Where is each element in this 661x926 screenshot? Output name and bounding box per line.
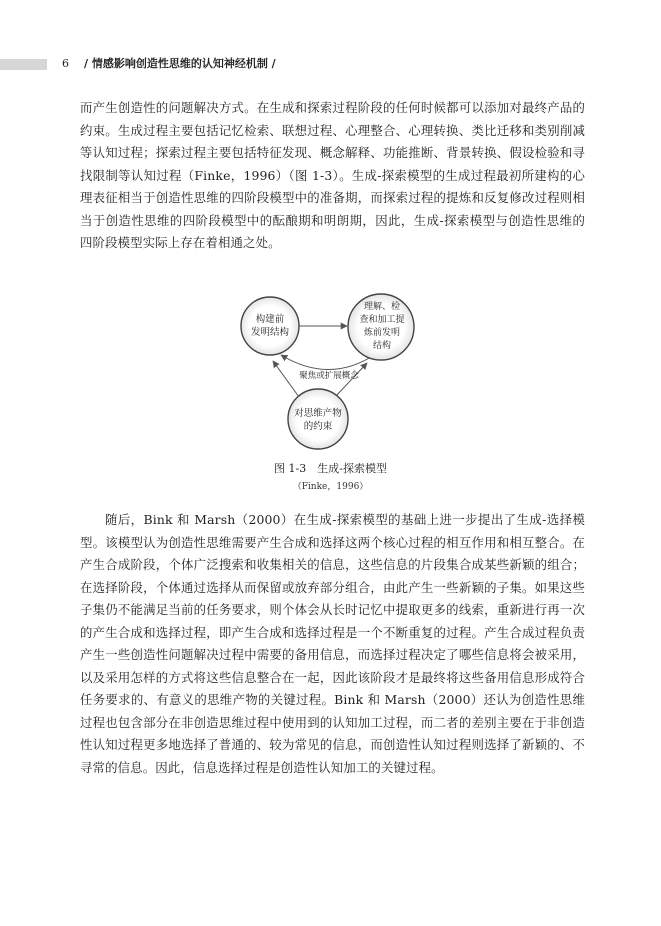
node-constraints (288, 389, 348, 449)
page-number: 6 (62, 57, 69, 70)
figure-caption: 图 1-3 生成-探索模型 (274, 462, 387, 475)
node-left-line1: 构建前 (255, 314, 285, 325)
node-right-line3: 炼前发明 (363, 328, 401, 338)
node-bottom-line2: 的约束 (303, 421, 333, 432)
figure-source: （Finke，1996） (292, 482, 369, 492)
arrow-bottom-to-left (273, 361, 299, 397)
figure-diagram (235, 293, 425, 453)
node-right-line2: 查和加工提 (359, 315, 405, 325)
arc-label: 聚焦或扩展概念 (299, 371, 359, 381)
node-bottom-line1: 对思维产物 (294, 408, 342, 419)
node-left-line2: 发明结构 (250, 327, 290, 338)
running-title: / 情感影响创造性思维的认知神经机制 / (84, 57, 276, 70)
body-paragraph-2: 随后，Bink 和 Marsh（2000）在生成-探索模型的基础上进一步提出了生成-选择模型。该模型认为创造性思维需要产生合成和选择这两个核心过程的相互作用和相互整合。在产生合成阶段，个体广泛搜索和收集相关的信息，这些信息的片段集合成某些新颖的组合；在选择阶段，个体通过选择从而保留或放弃部分组合，由此产生一些新颖的子集。如果这些子集仍不能满足当前的任务要求，则个体会从长时记忆中提取更多的线索，重新进行再一次的产生合成和选择过程，即产生合成和选择过程是一个不断重复的过程。产生合成过程负责产生一些创造性问题解决过程中需要的备用信息，而选择过程决定了哪些信息将会被采用，以及采用怎样的方式将这些信息整合在一起，因此该阶段才是最终将这些备用信息形成符合任务要求的、有意义的思维产物的关键过程。Bink 和 Marsh（2000）还认为创造性思维过程也包含部分在非创造思维过程中使用到的认知加工过程，而二者的差别主要在于非创造性认知过程更多地选择了普通的、较为常见的信息，而创造性认知过程则选择了新颖的、不寻常的信息。因此，信息选择过程是创造性认知加工的关键过程。 (80, 512, 585, 775)
header-decor-bar (0, 59, 47, 70)
body-paragraph-1: 而产生创造性的问题解决方式。在生成和探索过程阶段的任何时候都可以添加对最终产品的约束。生成过程主要包括记忆检索、联想过程、心理整合、心理转换、类比迁移和类别削减等认知过程；探索过程主要包括特征发现、概念解释、功能推断、背景转换、假设检验和寻找限制等认知过程（Finke，1996）（图 1-3）。生成-探索模型的生成过程最初所建构的心理表征相当于创造性思维的四阶段模型中的准备期，而探索过程的提炼和反复修改过程则相当于创造性思维的四阶段模型中的酝酿期和明朗期，因此，生成-探索模型与创造性思维的四阶段模型实际上存在着相通之处。 (80, 100, 585, 250)
figure-geneplore-model (235, 293, 425, 453)
node-prestructure (241, 297, 299, 355)
node-right-line4: 结构 (372, 341, 392, 351)
node-right-line1: 理解、检 (363, 302, 401, 312)
